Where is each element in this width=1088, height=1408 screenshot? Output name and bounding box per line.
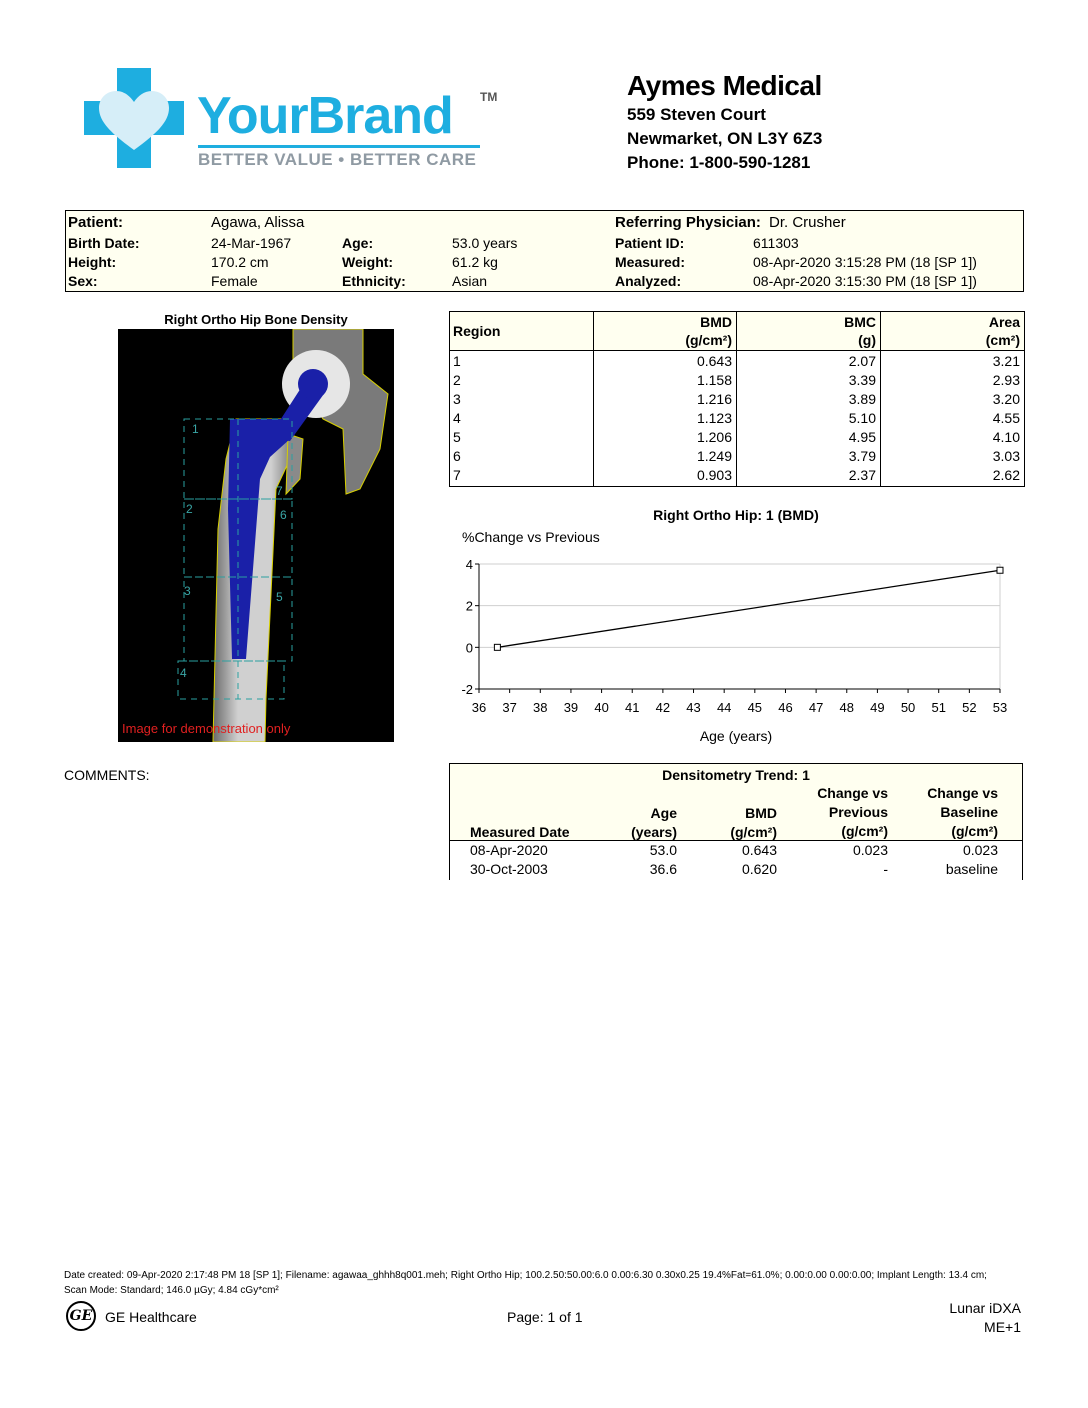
scan-details-line-1: Date created: 09-Apr-2020 2:17:48 PM 18 [SP 1]; Filename: agawaa_ghhh8q001.meh; Right Ortho Hip; 100.2.50:50.00:6.0 0.00:6.30 0.30x0.25 19.4%Fat=61.0%; 0.00:0.00 0.00:0.00; Implant Length: 13.4 cm; bbox=[64, 1270, 987, 1281]
x-tick-label: 50 bbox=[900, 700, 916, 715]
bmd-cell: 1.158 bbox=[696, 372, 732, 388]
change-baseline-header-2: Baseline bbox=[940, 804, 998, 820]
densitometry-trend-table bbox=[449, 763, 1023, 880]
bmc-cell: 3.39 bbox=[848, 372, 876, 388]
bmd-cell: 1.123 bbox=[696, 410, 732, 426]
region-header: Region bbox=[453, 323, 501, 339]
physician-label: Referring Physician: bbox=[615, 214, 761, 231]
x-tick-label: 48 bbox=[839, 700, 854, 715]
brand-divider bbox=[198, 145, 480, 148]
data-point bbox=[494, 644, 500, 650]
area-cell: 3.03 bbox=[992, 448, 1020, 464]
area-cell: 3.21 bbox=[992, 353, 1020, 369]
bmd-cell: 1.216 bbox=[696, 391, 732, 407]
scan-image-title: Right Ortho Hip Bone Density bbox=[164, 312, 348, 327]
change-previous-header-2: Previous bbox=[828, 804, 888, 820]
height-value: 170.2 cm bbox=[211, 254, 269, 270]
trend-change-previous-cell: - bbox=[883, 861, 888, 877]
measured-value: 08-Apr-2020 3:15:28 PM (18 [SP 1]) bbox=[753, 254, 977, 270]
trend-table-body bbox=[450, 840, 1022, 880]
table-divider bbox=[593, 312, 594, 486]
bmc-cell: 3.89 bbox=[848, 391, 876, 407]
series-line bbox=[497, 570, 1000, 647]
change-baseline-header: Change vs bbox=[927, 785, 998, 801]
sex-value: Female bbox=[211, 273, 258, 289]
brand-name: YourBrand bbox=[197, 87, 453, 145]
roi-label-6: 6 bbox=[280, 508, 287, 522]
bmd-cell: 1.206 bbox=[696, 429, 732, 445]
roi-label-3: 3 bbox=[184, 584, 191, 598]
region-cell: 4 bbox=[453, 410, 461, 426]
sex-label: Sex: bbox=[68, 273, 98, 289]
trend-date-cell: 30-Oct-2003 bbox=[470, 861, 548, 877]
x-tick-label: 45 bbox=[747, 700, 763, 715]
patient-id-label: Patient ID: bbox=[615, 235, 685, 251]
org-phone: Phone: 1-800-590-1281 bbox=[627, 153, 811, 172]
trend-change-baseline-cell: 0.023 bbox=[962, 842, 998, 858]
scan-watermark: Image for demonstration only bbox=[122, 721, 291, 736]
x-tick-label: 36 bbox=[471, 700, 487, 715]
birth-date-label: Birth Date: bbox=[68, 235, 140, 251]
change-previous-unit-header: (g/cm²) bbox=[841, 823, 888, 839]
chart-x-axis-label: Age (years) bbox=[699, 728, 773, 744]
bmc-cell: 2.37 bbox=[848, 467, 876, 483]
x-tick-label: 39 bbox=[563, 700, 579, 715]
trend-table-title: Densitometry Trend: 1 bbox=[662, 767, 810, 783]
bmc-cell: 4.95 bbox=[848, 429, 876, 445]
roi-label-1: 1 bbox=[192, 422, 199, 436]
bmc-cell: 2.07 bbox=[848, 353, 876, 369]
bmd-header: BMD bbox=[700, 314, 732, 330]
x-tick-label: 42 bbox=[655, 700, 671, 715]
patient-label: Patient: bbox=[68, 214, 124, 231]
bmd-cell: 0.643 bbox=[696, 353, 732, 369]
chart-title: Right Ortho Hip: 1 (BMD) bbox=[653, 507, 819, 523]
weight-label: Weight: bbox=[342, 254, 394, 270]
bmd-unit-header: (g/cm²) bbox=[685, 332, 732, 348]
brand-tagline: BETTER VALUE • BETTER CARE bbox=[198, 150, 477, 169]
org-name: Aymes Medical bbox=[627, 70, 822, 101]
area-cell: 4.10 bbox=[992, 429, 1020, 445]
region-table bbox=[449, 311, 1025, 487]
trend-age-cell: 36.6 bbox=[649, 861, 677, 877]
patient-name: Agawa, Alissa bbox=[211, 214, 305, 231]
x-tick-label: 43 bbox=[686, 700, 701, 715]
change-baseline-unit-header: (g/cm²) bbox=[951, 823, 998, 839]
region-cell: 5 bbox=[453, 429, 461, 445]
region-cell: 2 bbox=[453, 372, 461, 388]
roi-label-4: 4 bbox=[180, 666, 187, 680]
area-header: Area bbox=[988, 314, 1020, 330]
trend-age-cell: 53.0 bbox=[649, 842, 677, 858]
scan-details-line-2: Scan Mode: Standard; 146.0 µGy; 4.84 cGy*cm² bbox=[64, 1285, 279, 1296]
x-tick-label: 47 bbox=[808, 700, 824, 715]
area-cell: 2.62 bbox=[992, 467, 1020, 483]
area-cell: 3.20 bbox=[992, 391, 1020, 407]
y-tick-label: 4 bbox=[465, 557, 473, 572]
physician-value: Dr. Crusher bbox=[769, 214, 846, 231]
trend-bmd-cell: 0.643 bbox=[741, 842, 777, 858]
org-address-1: 559 Steven Court bbox=[627, 105, 766, 124]
weight-value: 61.2 kg bbox=[452, 254, 498, 270]
x-tick-label: 46 bbox=[778, 700, 793, 715]
measured-label: Measured: bbox=[615, 254, 686, 270]
roi-label-5: 5 bbox=[276, 590, 283, 604]
age-header: Age bbox=[650, 805, 677, 821]
ge-company-name: GE Healthcare bbox=[105, 1309, 197, 1325]
x-tick-label: 40 bbox=[594, 700, 609, 715]
comments-label: COMMENTS: bbox=[64, 767, 150, 783]
age-unit-header: (years) bbox=[631, 824, 677, 840]
x-tick-label: 52 bbox=[962, 700, 977, 715]
table-divider bbox=[880, 312, 881, 486]
patient-info-box bbox=[65, 210, 1024, 292]
brand-logo-icon bbox=[82, 66, 186, 170]
hip-scan-image bbox=[118, 329, 394, 742]
x-tick-label: 37 bbox=[502, 700, 517, 715]
x-tick-label: 41 bbox=[625, 700, 640, 715]
x-tick-label: 44 bbox=[716, 700, 732, 715]
chart-y-axis-label: %Change vs Previous bbox=[462, 529, 600, 545]
roi-label-2: 2 bbox=[186, 502, 193, 516]
trend-bmd-unit-header: (g/cm²) bbox=[730, 824, 777, 840]
trend-date-cell: 08-Apr-2020 bbox=[470, 842, 548, 858]
patient-id-value: 611303 bbox=[753, 235, 799, 251]
bmd-cell: 0.903 bbox=[696, 467, 732, 483]
ethnicity-value: Asian bbox=[452, 273, 488, 289]
bmc-cell: 3.79 bbox=[848, 448, 876, 464]
region-cell: 6 bbox=[453, 448, 461, 464]
roi-label-7: 7 bbox=[276, 484, 283, 498]
region-cell: 7 bbox=[453, 467, 461, 483]
age-label: Age: bbox=[342, 235, 374, 251]
bmc-cell: 5.10 bbox=[848, 410, 876, 426]
ge-logo-icon: GE bbox=[66, 1301, 96, 1331]
analyzed-value: 08-Apr-2020 3:15:30 PM (18 [SP 1]) bbox=[753, 273, 977, 289]
org-address-2: Newmarket, ON L3Y 6Z3 bbox=[627, 129, 823, 148]
x-tick-label: 53 bbox=[992, 700, 1008, 715]
brand-trademark: TM bbox=[480, 90, 498, 104]
trend-bmd-header: BMD bbox=[745, 805, 777, 821]
trend-change-previous-cell: 0.023 bbox=[852, 842, 888, 858]
ethnicity-label: Ethnicity: bbox=[342, 273, 406, 289]
y-tick-label: 2 bbox=[465, 598, 473, 614]
bmd-cell: 1.249 bbox=[696, 448, 732, 464]
table-divider bbox=[736, 312, 737, 486]
trend-change-baseline-cell: baseline bbox=[945, 861, 998, 877]
device-name: Lunar iDXA bbox=[949, 1300, 1021, 1316]
change-previous-header: Change vs bbox=[817, 785, 888, 801]
measured-date-header: Measured Date bbox=[470, 824, 570, 840]
bmc-header: BMC bbox=[844, 314, 876, 330]
trend-bmd-cell: 0.620 bbox=[741, 861, 777, 877]
x-tick-label: 51 bbox=[931, 700, 946, 715]
region-cell: 3 bbox=[453, 391, 461, 407]
bmd-trend-chart bbox=[449, 550, 1023, 725]
y-tick-label: 0 bbox=[465, 640, 473, 656]
device-code: ME+1 bbox=[984, 1319, 1021, 1335]
region-cell: 1 bbox=[453, 353, 461, 369]
x-tick-label: 49 bbox=[870, 700, 885, 715]
page-number: Page: 1 of 1 bbox=[507, 1309, 583, 1325]
area-cell: 2.93 bbox=[992, 372, 1020, 388]
area-cell: 4.55 bbox=[992, 410, 1020, 426]
data-point bbox=[997, 567, 1003, 573]
age-value: 53.0 years bbox=[452, 235, 518, 251]
area-unit-header: (cm²) bbox=[985, 332, 1020, 348]
y-tick-label: -2 bbox=[461, 682, 473, 697]
x-tick-label: 38 bbox=[533, 700, 548, 715]
analyzed-label: Analyzed: bbox=[615, 273, 682, 289]
birth-date-value: 24-Mar-1967 bbox=[211, 235, 292, 251]
bmc-unit-header: (g) bbox=[858, 332, 876, 348]
height-label: Height: bbox=[68, 254, 117, 270]
